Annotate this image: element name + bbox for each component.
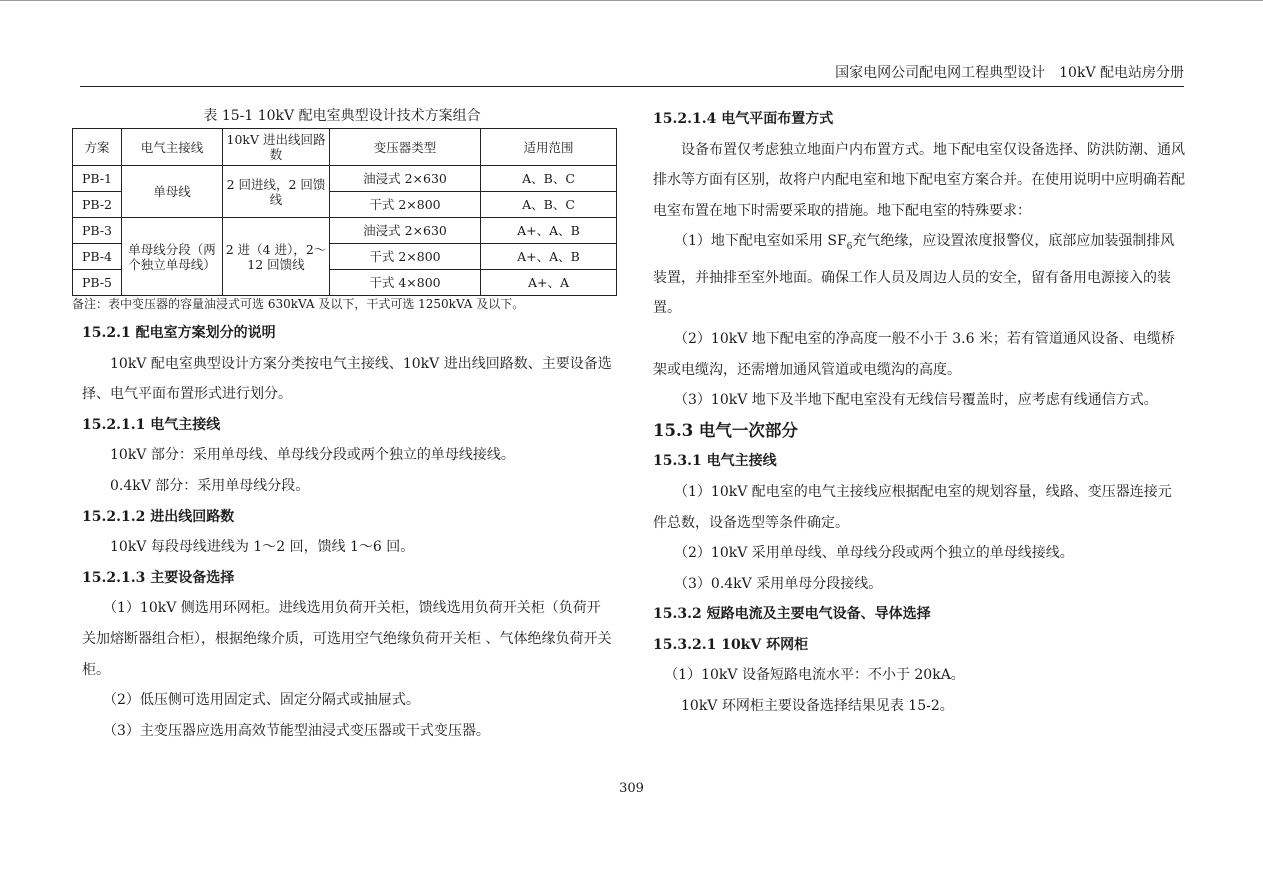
- scheme-id: PB-1: [73, 166, 122, 192]
- top-border: [0, 0, 1263, 1]
- heading-15-3-2: 15.3.2 短路电流及主要电气设备、导体选择: [653, 606, 931, 623]
- paragraph: 10kV 配电室典型设计方案分类按电气主接线、10kV 进出线回路数、主要设备选择、电气平面布置形式进行划分。: [82, 355, 612, 403]
- scope-cell: A+、A: [481, 270, 617, 296]
- transformer-cell: 干式 2×800: [330, 244, 481, 270]
- scheme-id: PB-4: [73, 244, 122, 270]
- paragraph: （2）低压侧可选用固定式、固定分隔式或抽屉式。: [103, 692, 420, 709]
- main-wiring-cell: 单母线: [122, 166, 223, 218]
- heading-15-2-1-1: 15.2.1.1 电气主接线: [82, 416, 221, 433]
- paragraph: （1）10kV 设备短路电流水平：不小于 20kA。: [664, 667, 965, 684]
- paragraph: （3）0.4kV 采用单母分段接线。: [674, 575, 883, 592]
- col-header-loops: 10kV 进出线回路数: [223, 129, 330, 166]
- paragraph-part: （1）地下配电室如采用 SF: [674, 233, 847, 250]
- page-number: 309: [619, 781, 644, 796]
- paragraph: 设备布置仅考虑独立地面户内布置方式。地下配电室仅设备选择、防洪防潮、通风排水等方面有区别，故将户内配电室和地下配电室方案合并。在使用说明中应明确若配电室布置在地下时需要采取的措施。地下配电室的特殊要求：: [653, 141, 1185, 219]
- paragraph: （2）10kV 采用单母线、单母线分段或两个独立的单母线接线。: [674, 545, 1074, 562]
- col-header-transformer: 变压器类型: [330, 129, 481, 166]
- table-caption: 表 15-1 10kV 配电室典型设计技术方案组合: [203, 108, 481, 124]
- col-header-main-wiring: 电气主接线: [122, 129, 223, 166]
- heading-15-2-1-4: 15.2.1.4 电气平面布置方式: [653, 111, 834, 127]
- heading-15-3-1: 15.3.1 电气主接线: [653, 453, 777, 470]
- col-header-scope: 适用范围: [481, 129, 617, 166]
- scope-cell: A、B、C: [481, 166, 617, 192]
- heading-15-2-1-3: 15.2.1.3 主要设备选择: [82, 569, 235, 586]
- transformer-cell: 干式 2×800: [330, 192, 481, 218]
- col-header-scheme: 方案: [73, 129, 122, 166]
- table-row: [73, 218, 617, 244]
- page-header: 国家电网公司配电网工程典型设计 10kV 配电站房分册: [80, 62, 1184, 87]
- paragraph: （3）主变压器应选用高效节能型油浸式变压器或干式变压器。: [103, 722, 490, 739]
- scope-cell: A+、A、B: [481, 244, 617, 270]
- table-row: [73, 166, 617, 192]
- heading-15-3-2-1: 15.3.2.1 10kV 环网柜: [653, 636, 809, 653]
- scope-cell: A+、A、B: [481, 218, 617, 244]
- paragraph: [653, 226, 1185, 324]
- scheme-table: [72, 128, 617, 296]
- loops-cell: 2 回进线，2 回馈线: [223, 166, 330, 218]
- paragraph: （3）10kV 地下及半地下配电室没有无线信号覆盖时，应考虑有线通信方式。: [674, 392, 1158, 409]
- heading-15-2-1-2: 15.2.1.2 进出线回路数: [82, 508, 235, 525]
- transformer-cell: 油浸式 2×630: [330, 166, 481, 192]
- loops-cell: 2 进（4 进），2～12 回馈线: [223, 218, 330, 296]
- paragraph: （1）10kV 配电室的电气主接线应根据配电室的规划容量，线路、变压器连接元件总数，设备选型等条件确定。: [653, 483, 1172, 531]
- table-header-row: [73, 129, 617, 166]
- table-note: 备注：表中变压器的容量油浸式可选 630kVA 及以下，干式可选 1250kVA 及以下。: [72, 297, 525, 311]
- paragraph-part: 充气绝缘，应设置浓度报警仪，底部应加装强制排风装置，并抽排至室外地面。确保工作人员及周边人员的安全，留有备用电源接入的装置。: [653, 233, 1175, 317]
- scheme-id: PB-2: [73, 192, 122, 218]
- scheme-id: PB-5: [73, 270, 122, 296]
- paragraph: 10kV 每段母线进线为 1～2 回，馈线 1～6 回。: [110, 539, 415, 556]
- paragraph: （1）10kV 侧选用环网柜。进线选用负荷开关柜，馈线选用负荷开关柜（负荷开关加熔断器组合柜），根据绝缘介质，可选用空气绝缘负荷开关柜 、气体绝缘负荷开关柜。: [82, 600, 612, 678]
- paragraph: 0.4kV 部分：采用单母线分段。: [110, 477, 310, 494]
- main-wiring-cell: 单母线分段（两个独立单母线）: [122, 218, 223, 296]
- transformer-cell: 干式 4×800: [330, 270, 481, 296]
- right-column: [653, 104, 1185, 722]
- transformer-cell: 油浸式 2×630: [330, 218, 481, 244]
- heading-15-3: 15.3 电气一次部分: [653, 420, 798, 440]
- paragraph: 10kV 部分：采用单母线、单母线分段或两个独立的单母线接线。: [110, 447, 515, 464]
- paragraph: 10kV 环网柜主要设备选择结果见表 15-2。: [681, 698, 954, 715]
- scheme-id: PB-3: [73, 218, 122, 244]
- scope-cell: A、B、C: [481, 192, 617, 218]
- left-column: [72, 104, 612, 746]
- heading-15-2-1: 15.2.1 配电室方案划分的说明: [82, 325, 276, 341]
- paragraph: （2）10kV 地下配电室的净高度一般不小于 3.6 米；若有管道通风设备、电缆桥架或电缆沟，还需增加通风管道或电缆沟的高度。: [653, 330, 1175, 378]
- subscript: 6: [846, 242, 853, 253]
